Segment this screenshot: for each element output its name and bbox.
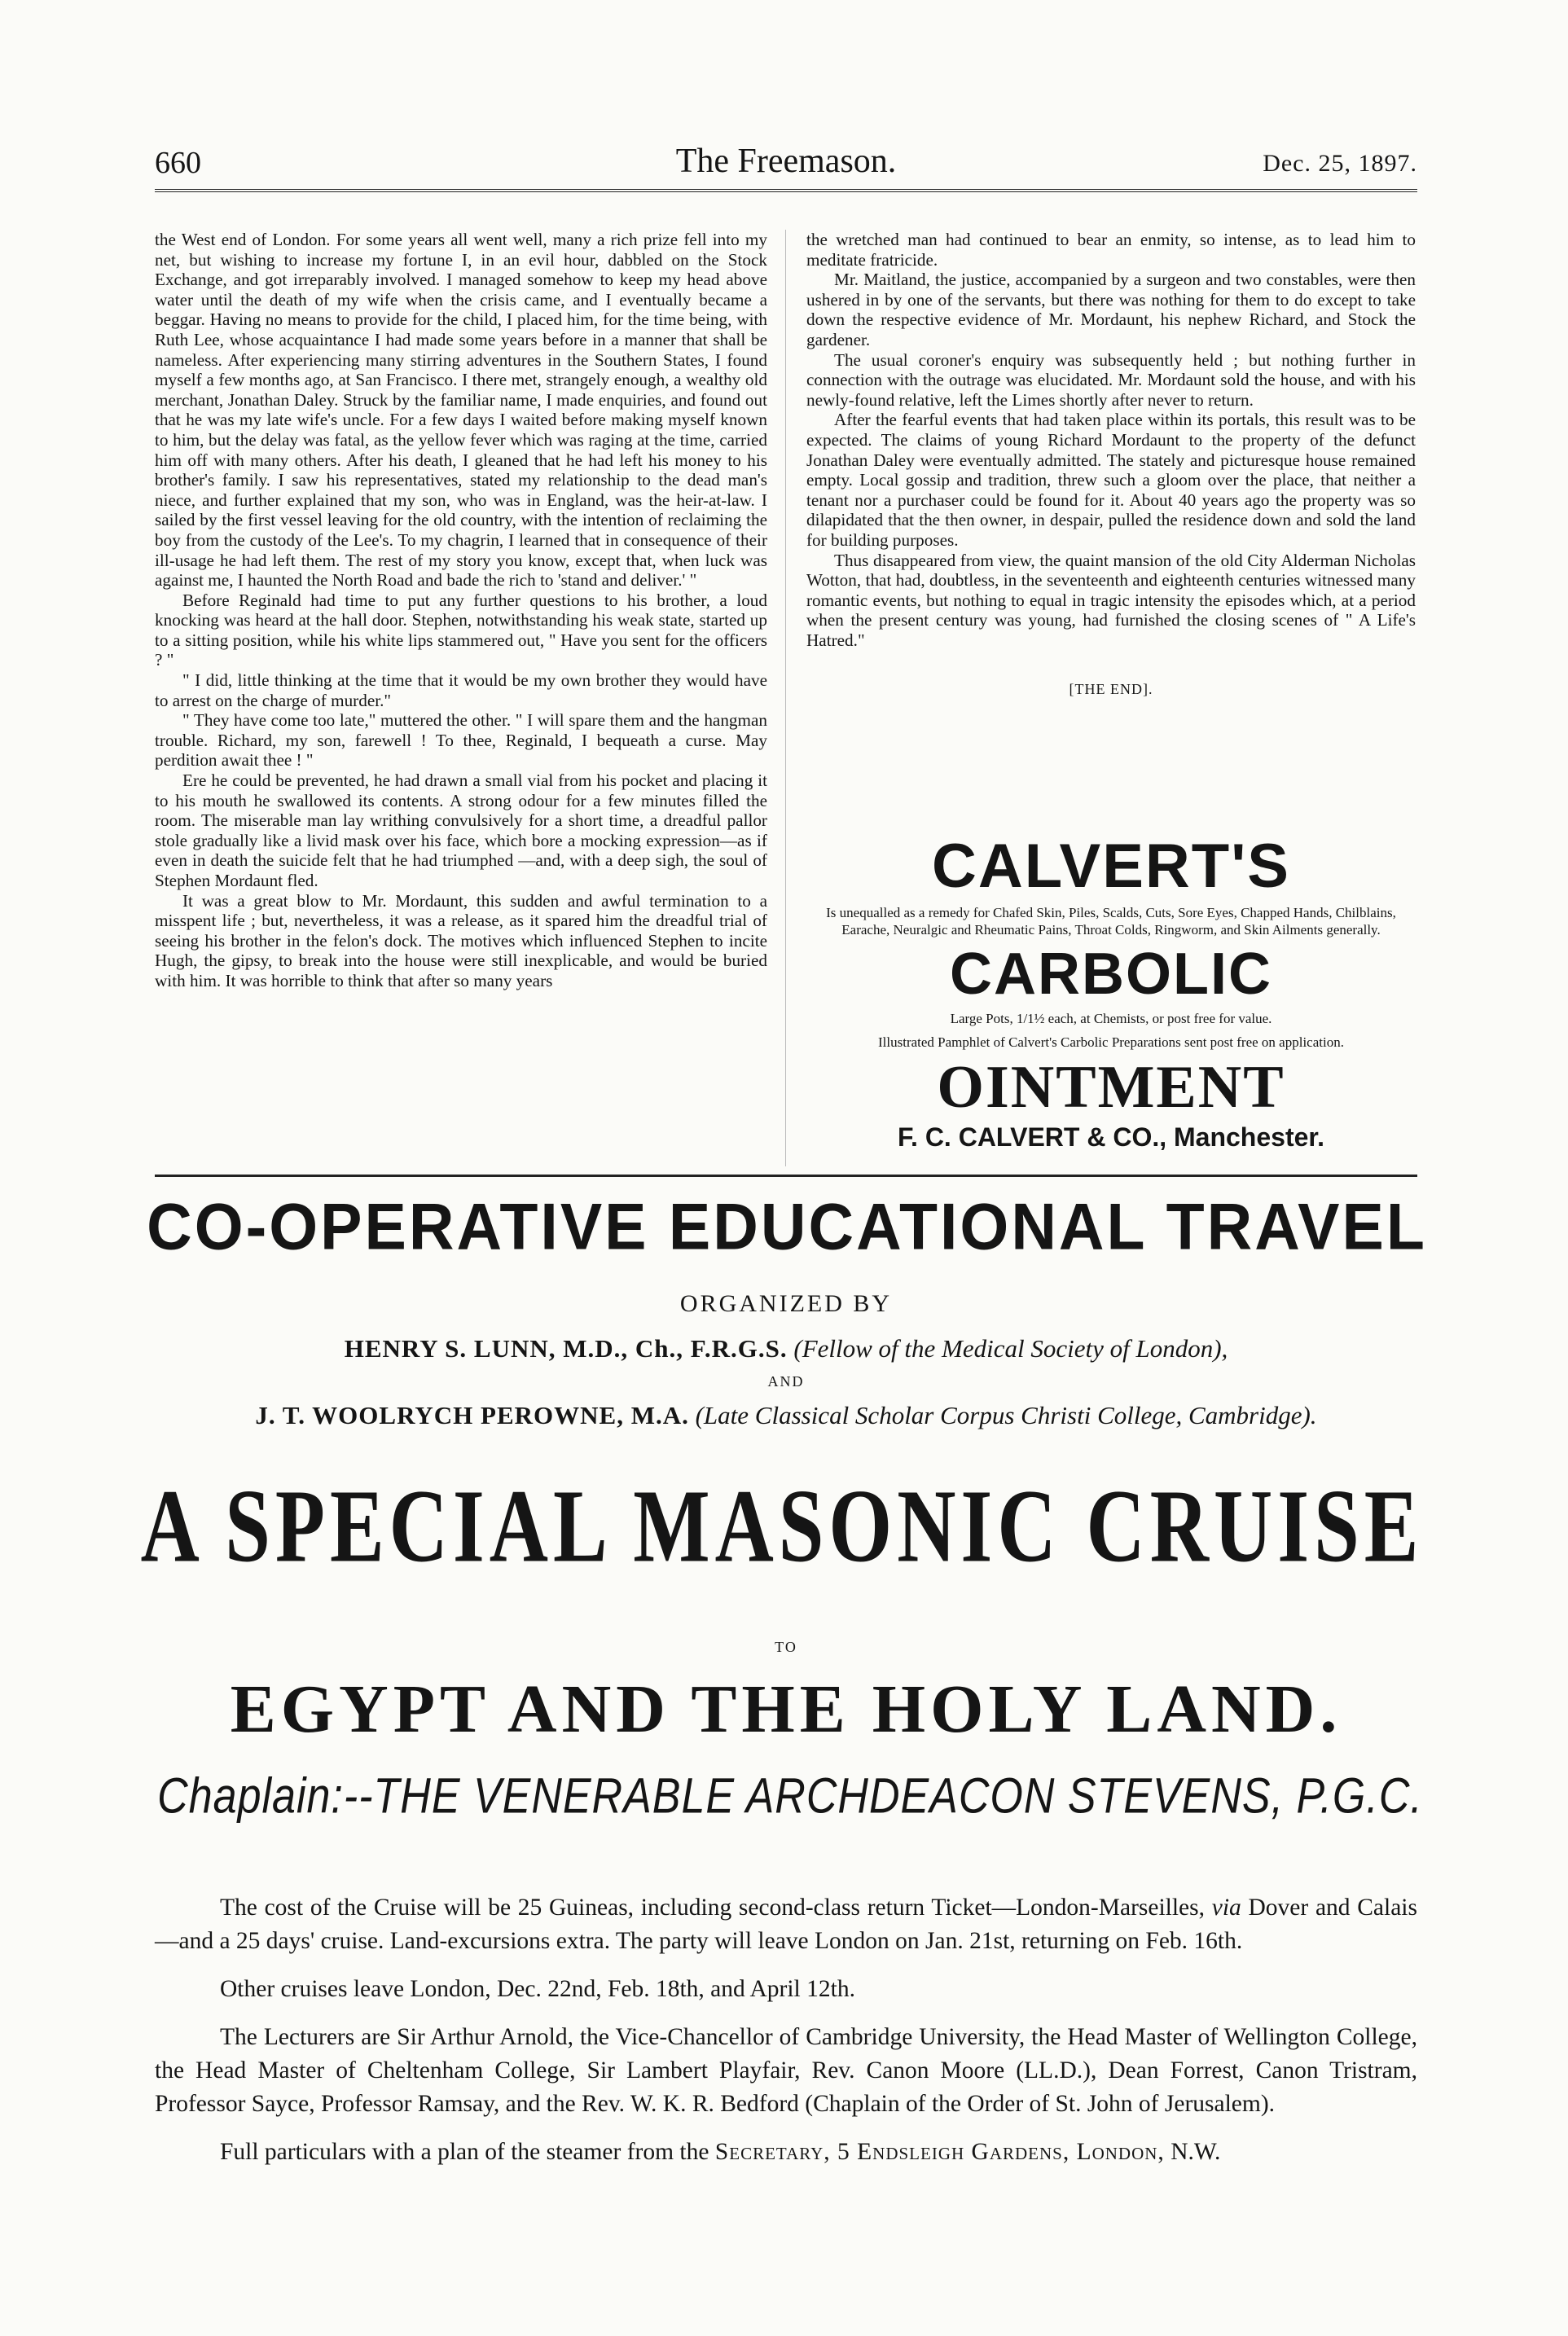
masthead: The Freemason.	[675, 143, 897, 180]
ad-price-text: Large Pots, 1/1½ each, at Chemists, or post free for value.	[950, 1011, 1272, 1026]
and-word: AND	[767, 1373, 805, 1390]
story-paragraph: It was a great blow to Mr. Mordaunt, this sudden and awful termination to a misspent life ; but, nevertheless, it was a release, as it spared him the dreadful trial of seeing his brother in the felon's dock. The motives which influenced Stephen to incite Hugh, the gipsy, to break into the house were still inexplicable, and would be buried with him. It was horrible to think that after so many years	[155, 890, 767, 990]
story-paragraph: Thus disappeared from view, the quaint mansion of the old City Alderman Nicholas Wotton, that had, doubtless, in the seventeenth and eighteenth centuries witnessed many romantic events, but nothing to equal in tragic intensity the episodes which, at a period when the present century was young, had furnished the closing scenes of " A Life's Hatred."	[806, 550, 1416, 650]
issue-date: Dec. 25, 1897.	[1263, 150, 1417, 177]
story-right-column	[806, 230, 1416, 820]
page-header	[155, 145, 1417, 186]
ad-title-ointment: OINTMENT	[937, 1054, 1285, 1121]
story-paragraph: the wretched man had continued to bear an enmity, so intense, as to lead him to meditate fratricide.	[806, 230, 1416, 270]
header-rule	[155, 189, 1417, 195]
organizer-lunn-name: HENRY S. LUNN, M.D., Ch., F.R.G.S.	[344, 1334, 788, 1363]
ad-maker: F. C. CALVERT & CO., Manchester.	[898, 1122, 1324, 1152]
ad-title-carbolic: CARBOLIC	[950, 942, 1272, 1007]
particulars-text-b: N.W.	[1171, 2139, 1221, 2165]
section-rule	[155, 1175, 1417, 1177]
cost-text-a: The cost of the Cruise will be 25 Guineas, including second-class return Ticket—London-Marseilles,	[220, 1895, 1206, 1921]
other-cruises-paragraph: Other cruises leave London, Dec. 22nd, Feb. 18th, and April 12th.	[220, 1976, 855, 2002]
column-divider	[785, 230, 786, 1166]
calvert-advertisement	[806, 831, 1416, 1173]
chaplain-line: Chaplain:--THE VENERABLE ARCHDEACON STEVENS, P.G.C.	[157, 1768, 1423, 1824]
destination-title: EGYPT AND THE HOLY LAND.	[230, 1671, 1342, 1747]
cruise-title: A SPECIAL MASONIC CRUISE	[140, 1468, 1424, 1584]
story-paragraph: the West end of London. For some years all went well, many a rich prize fell into my net, but wishing to increase my fortune I, in an evil hour, dabbled on the Stock Exchange, and got irreparably involved. I managed somehow to keep my head above water until the death of my wife when the crisis came, and I eventually became a beggar. Having no means to provide for the child, I placed him, for the time being, with Ruth Lee, whose acquaintance I had made some years before in a manner that shall be nameless. After experiencing many stirring adventures in the Southern States, I found myself a few months ago, at San Francisco. I there met, strangely enough, a wealthy old merchant, Jonathan Daley. Struck by the familiar name, I made enquiries, and found out that he was my late wife's uncle. For a few days I waited before making myself known to him, but the delay was fatal, as the yellow fever which was raging at the time, carried him off with many others. After his death, I gleaned that he had left his money to his brother's family. I saw his representatives, stated my relationship to the dead man's niece, and further explained that my son, who was in England, was the heir-at-law. I sailed by the first vessel leaving for the old country, with the intention of reclaiming the boy from the custody of the Lee's. To my chagrin, I learned that in consequence of their ill-usage he had left them. The rest of my story you know, except that, when luck was against me, I haunted the North Road and bade the rich to 'stand and deliver.' "	[155, 230, 767, 591]
ad-remedy-text: Is unequalled as a remedy for Chafed Skin, Piles, Scalds, Cuts, Sore Eyes, Chapped Hands, Chilblains, Earache, Neuralgic and Rheumatic Pains, Throat Colds, Ringworm, and Skin Ailments generally.	[826, 905, 1396, 937]
page-number: 660	[155, 146, 201, 180]
cost-text-via: via	[1211, 1895, 1241, 1921]
cost-text-b: Dover and Calais—and a 25 days' cruise. Land-excursions extra. The party will leave London on Jan. 21st, returning on Feb. 16th.	[155, 1895, 1417, 1954]
story-paragraph: " I did, little thinking at the time that it would be my own brother they would have to arrest on the charge of murder."	[155, 670, 767, 710]
organizer-perowne-name: J. T. WOOLRYCH PEROWNE, M.A.	[255, 1401, 689, 1429]
story-left-column	[155, 230, 767, 1162]
story-paragraph: Before Reginald had time to put any further questions to his brother, a loud knocking was heard at the hall door. Stephen, notwithstanding his weak state, started up to a sitting position, while his white lips stammered out, " Have you sent for the officers ? "	[155, 590, 767, 670]
organizer-lunn-credential: (Fellow of the Medical Society of London),	[793, 1334, 1228, 1363]
lecturers-paragraph: The Lecturers are Sir Arthur Arnold, the Vice-Chancellor of Cambridge University, the Head Master of Wellington College, the Head Master of Cheltenham College, Sir Lambert Playfair, Rev. Canon Moore (LL.D.), Dean Forrest, Canon Tristram, Professor Sayce, Professor Ramsay, and the Rev. W. K. R. Bedford (Chaplain of the Order of St. John of Jerusalem).	[155, 2024, 1417, 2117]
story-paragraph: After the fearful events that had taken place within its portals, this result was to be expected. The claims of young Richard Mordaunt to the property of the defunct Jonathan Daley were eventually admitted. The stately and picturesque house remained empty. Local gossip and tradition, threw such a gloom over the place, that neither a tenant nor a purchaser could be found for it. About 40 years ago the property was so dilapidated that the then owner, in despair, pulled the residence down and sold the land for building purposes.	[806, 410, 1416, 550]
to-word: TO	[775, 1639, 797, 1655]
organized-by: ORGANIZED BY	[679, 1290, 893, 1317]
story-paragraph: Mr. Maitland, the justice, accompanied by a surgeon and two constables, were then ushered in by one of the servants, but there was nothing for them to do except to take down the respective evidence of Mr. Mordaunt, his nephew Richard, and Stock the gardener.	[806, 270, 1416, 349]
organizer-perowne-credential: (Late Classical Scholar Corpus Christi College, Cambridge).	[695, 1401, 1317, 1429]
story-paragraph: Ere he could be prevented, he had drawn a small vial from his pocket and placing it to his mouth he swallowed its contents. A strong odour for a few minutes filled the room. The miserable man lay writhing convulsively for a short time, a dreadful pallor stole gradually like a livid mask over his face, which bore a mocking expression—as if even in death the suicide felt that he had triumphed —and, with a deep sigh, the soul of Stephen Mordaunt fled.	[155, 771, 767, 890]
ad-pamphlet-text: Illustrated Pamphlet of Calvert's Carbolic Preparations sent post free on application.	[878, 1034, 1344, 1050]
cruise-details	[155, 1891, 1417, 2169]
organizer-lunn	[155, 1334, 1417, 1363]
secretary-address: Secretary, 5 Endsleigh Gardens, London,	[714, 2139, 1165, 2165]
travel-ad-title: CO-OPERATIVE EDUCATIONAL TRAVEL	[147, 1189, 1427, 1264]
cruise-cost-paragraph	[155, 1891, 1417, 1958]
particulars-paragraph	[155, 2136, 1417, 2169]
the-end-marker: [THE END].	[1069, 681, 1153, 698]
story-paragraph: " They have come too late," muttered the other. " I will spare them and the hangman trouble. Richard, my son, farewell ! To thee, Reginald, I bequeath a curse. May perdition await thee ! "	[155, 710, 767, 771]
ad-title-calverts: CALVERT'S	[931, 832, 1290, 901]
story-paragraph: The usual coroner's enquiry was subsequently held ; but nothing further in connection with the outrage was elucidated. Mr. Mordaunt sold the house, and with his newly-found relative, left the Limes shortly after never to return.	[806, 349, 1416, 410]
organizer-perowne	[155, 1401, 1417, 1430]
particulars-text-a: Full particulars with a plan of the steamer from the	[220, 2139, 709, 2165]
